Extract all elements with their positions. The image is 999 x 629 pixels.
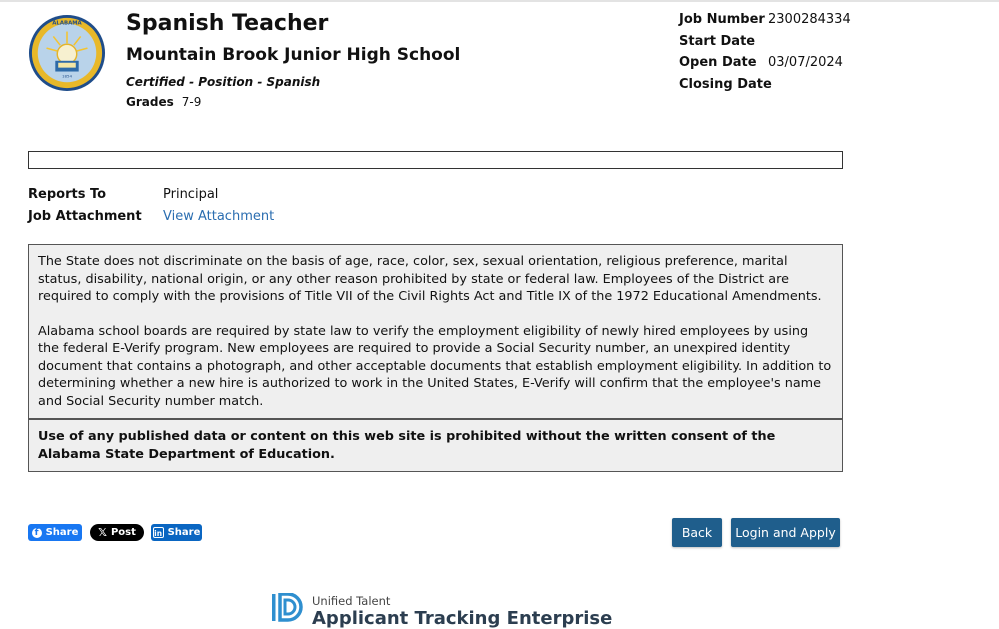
grades: [126, 95, 201, 109]
job-category: Certified - Position - Spanish: [126, 75, 321, 89]
job-title: Spanish Teacher: [126, 11, 329, 36]
job-number-row: [679, 11, 851, 33]
job-number-label: Job Number: [679, 12, 765, 27]
grades-value: 7-9: [181, 95, 202, 109]
top-border: [0, 0, 999, 2]
open-date-label: Open Date: [679, 55, 757, 70]
back-button[interactable]: Back: [672, 518, 722, 547]
job-info: [28, 186, 274, 229]
linkedin-share-label: Share: [167, 527, 201, 538]
open-date-value: 03/07/2024: [768, 55, 843, 70]
start-date-row: [679, 33, 851, 55]
facebook-share-label: Share: [45, 527, 79, 538]
svg-text:ALABAMA: ALABAMA: [52, 20, 82, 27]
nondiscrimination-notice: [28, 244, 843, 419]
x-post-button[interactable]: [90, 524, 144, 541]
linkedin-icon: in: [154, 529, 163, 538]
open-date-row: [679, 54, 851, 76]
view-attachment-link[interactable]: View Attachment: [163, 208, 275, 224]
alabama-seal-icon: [28, 14, 106, 92]
applicant-tracking-enterprise-label: Applicant Tracking Enterprise: [312, 608, 613, 629]
facebook-icon: f: [32, 528, 42, 538]
nondiscrimination-text: The State does not discriminate on the basis of age, race, color, sex, sexual orientation, religious preference, marital status, disability, national origin, or any other reason prohibited by state or federal law. Employees of the District are required to comply with the provisions of Title VII of the Civil Rights Act and Title IX of the 1972 Educational Amendments.: [38, 254, 822, 304]
job-number-value: 2300284334: [768, 12, 851, 27]
start-date-label: Start Date: [679, 33, 756, 49]
linkedin-share-button[interactable]: [151, 524, 202, 541]
closing-date-row: [679, 76, 851, 98]
svg-text:1854: 1854: [62, 73, 72, 79]
job-description-box: [28, 151, 843, 169]
facebook-share-button[interactable]: [28, 524, 82, 541]
x-icon: 𝕏: [98, 526, 107, 539]
everify-text: Alabama school boards are required by state law to verify the employment eligibility of newly hired employees by using the federal E-Verify program. New employees are required to provide a Social Security number, an unexpired identity document that contains a photograph, and other acceptable documents that establish employment eligibility. In addition to determining whether a new hire is authorized to work in the United States, E-Verify will confirm that the employee's name and Social Security number match.: [38, 323, 832, 409]
closing-date-label: Closing Date: [679, 76, 772, 92]
x-post-label: Post: [110, 527, 136, 538]
powerschool-logo-icon: [271, 593, 303, 622]
login-and-apply-button[interactable]: Login and Apply: [731, 518, 840, 547]
job-attachment-row: [28, 208, 274, 230]
reports-to-label: Reports To: [28, 187, 107, 202]
school-name: Mountain Brook Junior High School: [126, 45, 461, 65]
reports-to-row: [28, 186, 274, 208]
consent-notice: [28, 419, 843, 472]
consent-text: Use of any published data or content on this web site is prohibited without the written consent of the Alabama State Department of Education.: [38, 429, 776, 462]
reports-to-value: Principal: [163, 187, 219, 202]
unified-talent-label: Unified Talent: [312, 594, 391, 608]
job-attachment-label: Job Attachment: [28, 208, 142, 224]
job-meta: [679, 11, 851, 97]
grades-label: Grades: [126, 95, 174, 109]
